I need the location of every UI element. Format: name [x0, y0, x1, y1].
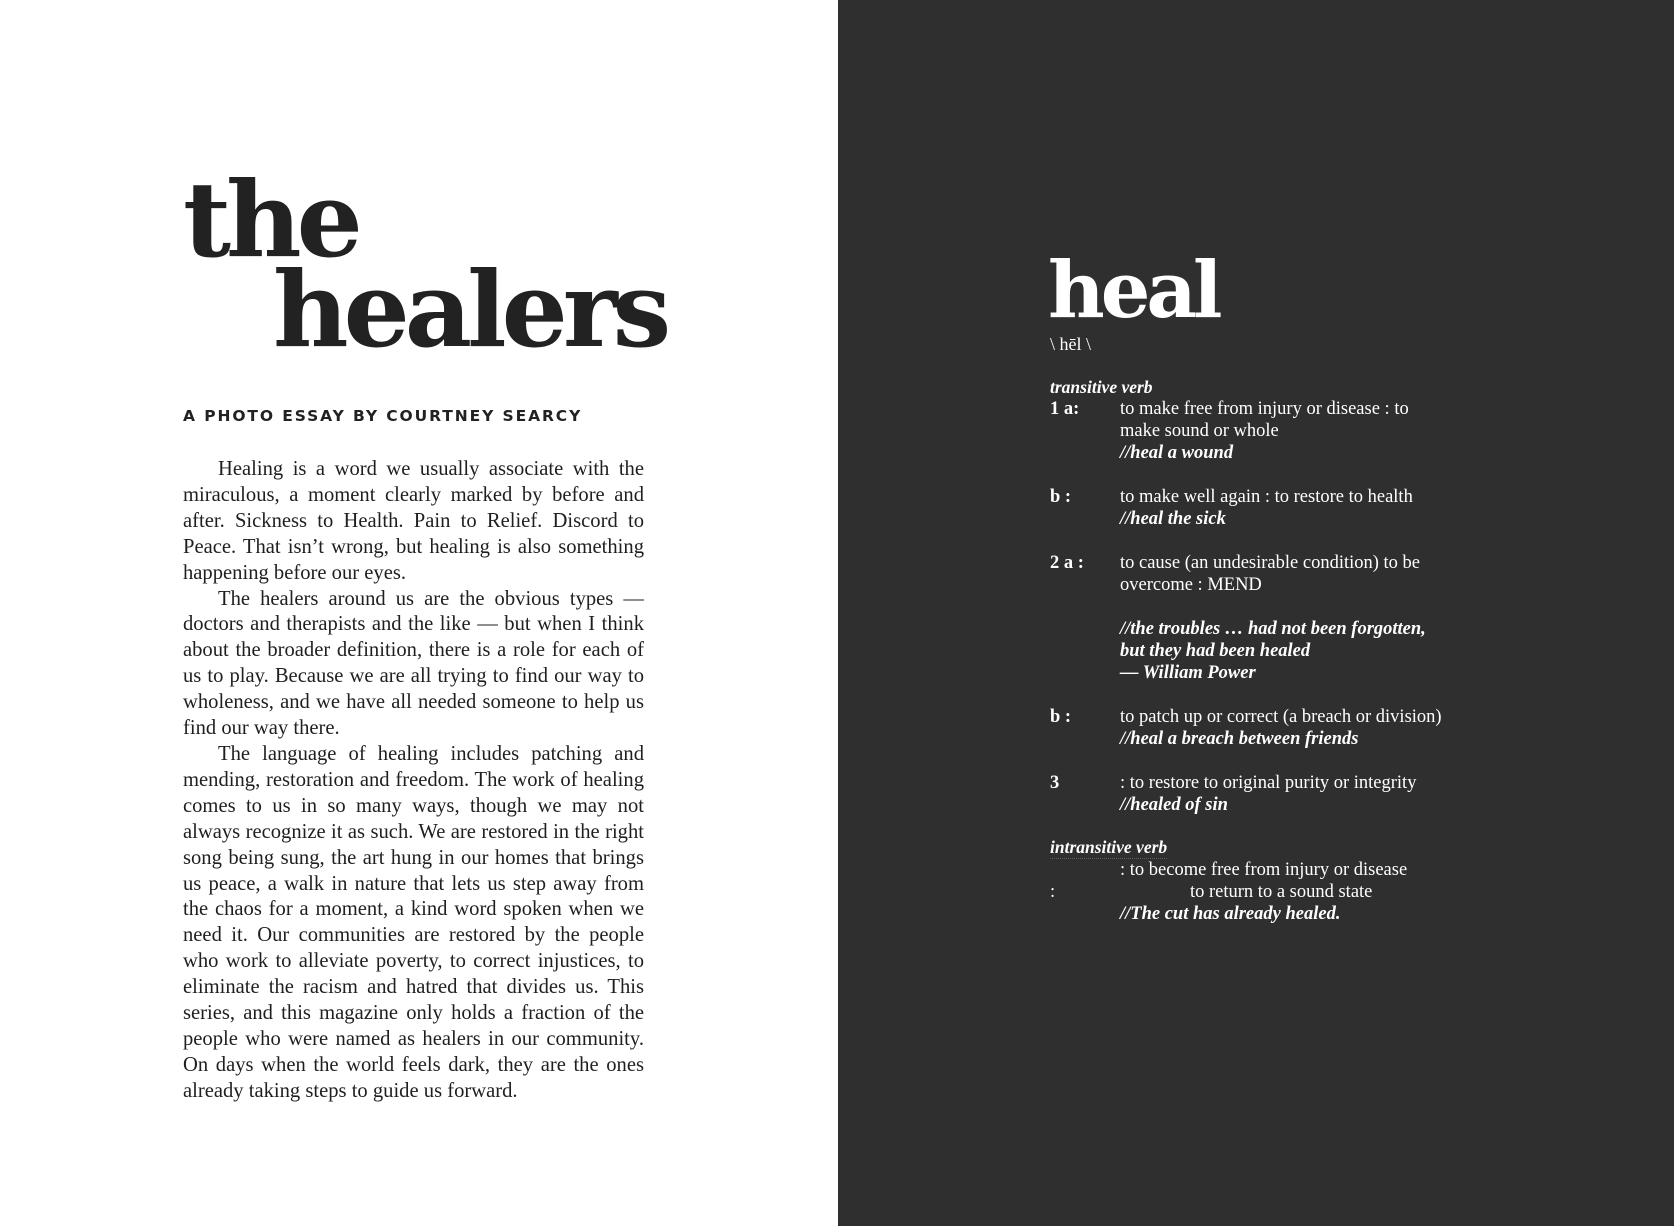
definition-colon: :	[1050, 882, 1056, 902]
essay-paragraph: The language of healing includes patching and mending, restoration and freedom. The work of healing comes to us in so many ways, though we may not always recognize it as such. We are restored in the right song being sung, the art hung in our homes that brings us peace, a walk in nature that lets us step away from the chaos for a moment, a kind word spoken when we need it. Our communities are restored by the people who work to alleviate poverty, to correct injustices, to eliminate the racism and hatred that divides us. This series, and this magazine only holds a fraction of the people who were named as healers in our community. On days when the world feels dark, they are the ones already taking steps to guide us forward.	[183, 742, 644, 1102]
definition-attribution: — William Power	[1120, 663, 1256, 683]
definition-number: 1 a:	[1050, 399, 1080, 419]
definition-example: //the troubles … had not been forgotten, but they had been healed	[1120, 619, 1426, 661]
definition-2b	[1050, 706, 1450, 750]
headword: heal	[1048, 245, 1219, 336]
definition-text: : to become free from injury or disease	[1120, 860, 1408, 880]
definition-1b	[1050, 486, 1450, 530]
definitions	[1050, 376, 1450, 925]
definition-text: to patch up or correct (a breach or division)	[1120, 707, 1442, 727]
definition-example: //heal a breach between friends	[1120, 729, 1359, 749]
definition-2a	[1050, 552, 1450, 684]
definition-number: b :	[1050, 487, 1072, 507]
definition-number: 2 a :	[1050, 553, 1084, 573]
definition-text: to make free from injury or disease : to make sound or whole	[1120, 399, 1409, 441]
essay-paragraph: Healing is a word we usually associate with the miraculous, a moment clearly marked by before and after. Sickness to Health. Pain to Relief. Discord to Peace. That isn’t wrong, but healing is also something happening before our eyes.	[183, 458, 644, 584]
definition-example: //The cut has already healed.	[1120, 904, 1341, 924]
definition-number: b :	[1050, 707, 1072, 727]
essay-paragraph: The healers around us are the obvious types — doctors and therapists and the like — but when I think about the broader definition, there is a role for each of us to play. Because we are all trying to find our way to wholeness, and we have all needed someone to help us find our way there.	[183, 587, 644, 740]
definition-intransitive	[1050, 859, 1450, 925]
definition-1a	[1050, 398, 1450, 464]
definition-text: to cause (an undesirable condition) to be overcome : MEND	[1120, 553, 1421, 595]
intransitive-verb-label: intransitive verb	[1050, 837, 1168, 857]
definition-example: //healed of sin	[1120, 795, 1228, 815]
definition-number: 3	[1050, 773, 1060, 793]
essay-body	[183, 457, 644, 1105]
definition-example: //heal the sick	[1120, 509, 1226, 529]
pronunciation: \ hēl \	[1050, 334, 1091, 354]
title-line-2: healers	[273, 248, 667, 371]
definition-text: to make well again : to restore to health	[1120, 487, 1413, 507]
definition-text: to return to a sound state	[1190, 882, 1373, 902]
title-line-1: the	[183, 158, 358, 281]
definition-example: //heal a wound	[1120, 443, 1234, 463]
transitive-verb-label: transitive verb	[1050, 377, 1153, 397]
definition-3	[1050, 772, 1450, 816]
essay-title	[183, 158, 667, 371]
byline: A PHOTO ESSAY BY COURTNEY SEARCY	[183, 407, 583, 425]
definition-text: : to restore to original purity or integrity	[1120, 773, 1417, 793]
